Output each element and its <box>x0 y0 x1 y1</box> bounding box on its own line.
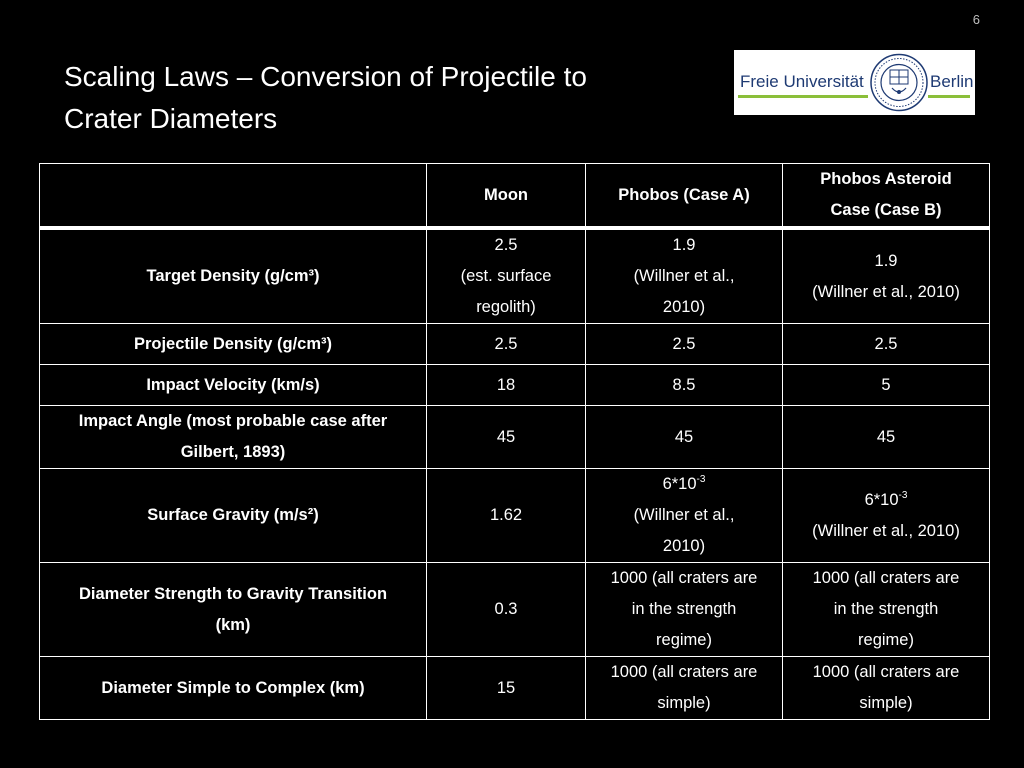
header-phobos-case-b <box>783 164 990 229</box>
cell-moon <box>427 228 586 324</box>
cell-line: (Willner et al., 2010) <box>812 282 960 301</box>
slide-title <box>64 56 704 140</box>
cell-line: Gilbert, 1893) <box>180 443 286 461</box>
cell-phobos-b: 5 <box>783 365 990 406</box>
page-number: 6 <box>972 12 980 27</box>
cell-phobos-a <box>586 657 783 720</box>
cell-line: 1000 (all craters are <box>610 569 758 587</box>
logo-underline-right <box>928 95 970 98</box>
parameters-table <box>39 163 990 720</box>
cell-phobos-b: 2.5 <box>783 324 990 365</box>
cell-line: 1000 (all craters are <box>812 663 960 681</box>
cell-line: regime) <box>656 631 712 649</box>
table-row <box>40 324 990 365</box>
cell-phobos-a: 45 <box>586 406 783 469</box>
cell-moon: 1.62 <box>427 469 586 563</box>
cell-phobos-a: 2.5 <box>586 324 783 365</box>
cell-moon: 45 <box>427 406 586 469</box>
cell-line: 1.9 <box>874 251 898 270</box>
header-phobos-case-b-line-1: Phobos Asteroid <box>820 170 952 188</box>
cell-line: (est. surface <box>460 267 552 285</box>
title-line-2: Crater Diameters <box>64 103 278 134</box>
table-row <box>40 406 990 469</box>
header-phobos-case-b-line-2: Case (Case B) <box>830 201 942 219</box>
university-logo <box>734 50 975 115</box>
cell-line: 1.9 <box>672 236 696 254</box>
title-line-1: Scaling Laws – Conversion of Projectile to <box>64 61 587 92</box>
logo-text-left: Freie Universität <box>740 72 864 91</box>
row-label-diameter-simple-complex: Diameter Simple to Complex (km) <box>40 657 427 720</box>
table-row <box>40 469 990 563</box>
header-blank <box>40 164 427 229</box>
cell-line: 2010) <box>662 298 706 316</box>
cell-line: regolith) <box>476 298 536 316</box>
cell-phobos-b: 45 <box>783 406 990 469</box>
gravity-base: 6*10 <box>662 475 697 493</box>
table-row <box>40 365 990 406</box>
cell-moon: 2.5 <box>427 324 586 365</box>
cell-line: regime) <box>858 631 914 649</box>
row-label-projectile-density: Projectile Density (g/cm³) <box>40 324 427 365</box>
header-phobos-case-a: Phobos (Case A) <box>586 164 783 229</box>
cell-moon: 0.3 <box>427 563 586 657</box>
cell-line <box>590 469 778 500</box>
cell-line: (Willner et al., <box>633 506 735 524</box>
cell-phobos-a <box>586 563 783 657</box>
header-moon: Moon <box>427 164 586 229</box>
row-label-target-density: Target Density (g/cm³) <box>40 228 427 324</box>
cell-line: simple) <box>657 694 711 712</box>
cell-line: (Willner et al., 2010) <box>812 521 960 540</box>
cell-moon: 18 <box>427 365 586 406</box>
cell-line: 2010) <box>662 537 706 555</box>
cell-line: simple) <box>859 694 913 712</box>
cell-phobos-b <box>783 469 990 563</box>
cell-phobos-b <box>783 657 990 720</box>
logo-underline-left <box>738 95 868 98</box>
gravity-exponent: -3 <box>696 474 706 485</box>
university-seal-icon <box>870 52 928 113</box>
cell-line <box>787 485 985 516</box>
cell-line: 1000 (all craters are <box>610 663 758 681</box>
row-label-impact-velocity: Impact Velocity (km/s) <box>40 365 427 406</box>
gravity-base: 6*10 <box>864 490 899 509</box>
cell-line: (Willner et al., <box>633 267 735 285</box>
cell-phobos-b <box>783 563 990 657</box>
cell-line: Impact Angle (most probable case after <box>78 412 388 430</box>
table-row <box>40 657 990 720</box>
cell-line: in the strength <box>833 600 939 618</box>
cell-moon: 15 <box>427 657 586 720</box>
table-header-row <box>40 164 990 229</box>
row-label-surface-gravity: Surface Gravity (m/s²) <box>40 469 427 563</box>
row-label-diameter-strength-gravity <box>40 563 427 657</box>
cell-line: in the strength <box>631 600 737 618</box>
gravity-exponent: -3 <box>898 489 908 501</box>
row-label-impact-angle <box>40 406 427 469</box>
table-row <box>40 563 990 657</box>
cell-phobos-a: 8.5 <box>586 365 783 406</box>
table-row <box>40 228 990 324</box>
cell-line: 1000 (all craters are <box>812 569 960 587</box>
logo-text-right: Berlin <box>930 72 974 91</box>
cell-phobos-a <box>586 228 783 324</box>
cell-line: Diameter Strength to Gravity Transition <box>78 584 388 603</box>
cell-phobos-b <box>783 228 990 324</box>
cell-phobos-a <box>586 469 783 563</box>
cell-line: 2.5 <box>494 236 518 254</box>
cell-line: (km) <box>215 615 251 634</box>
